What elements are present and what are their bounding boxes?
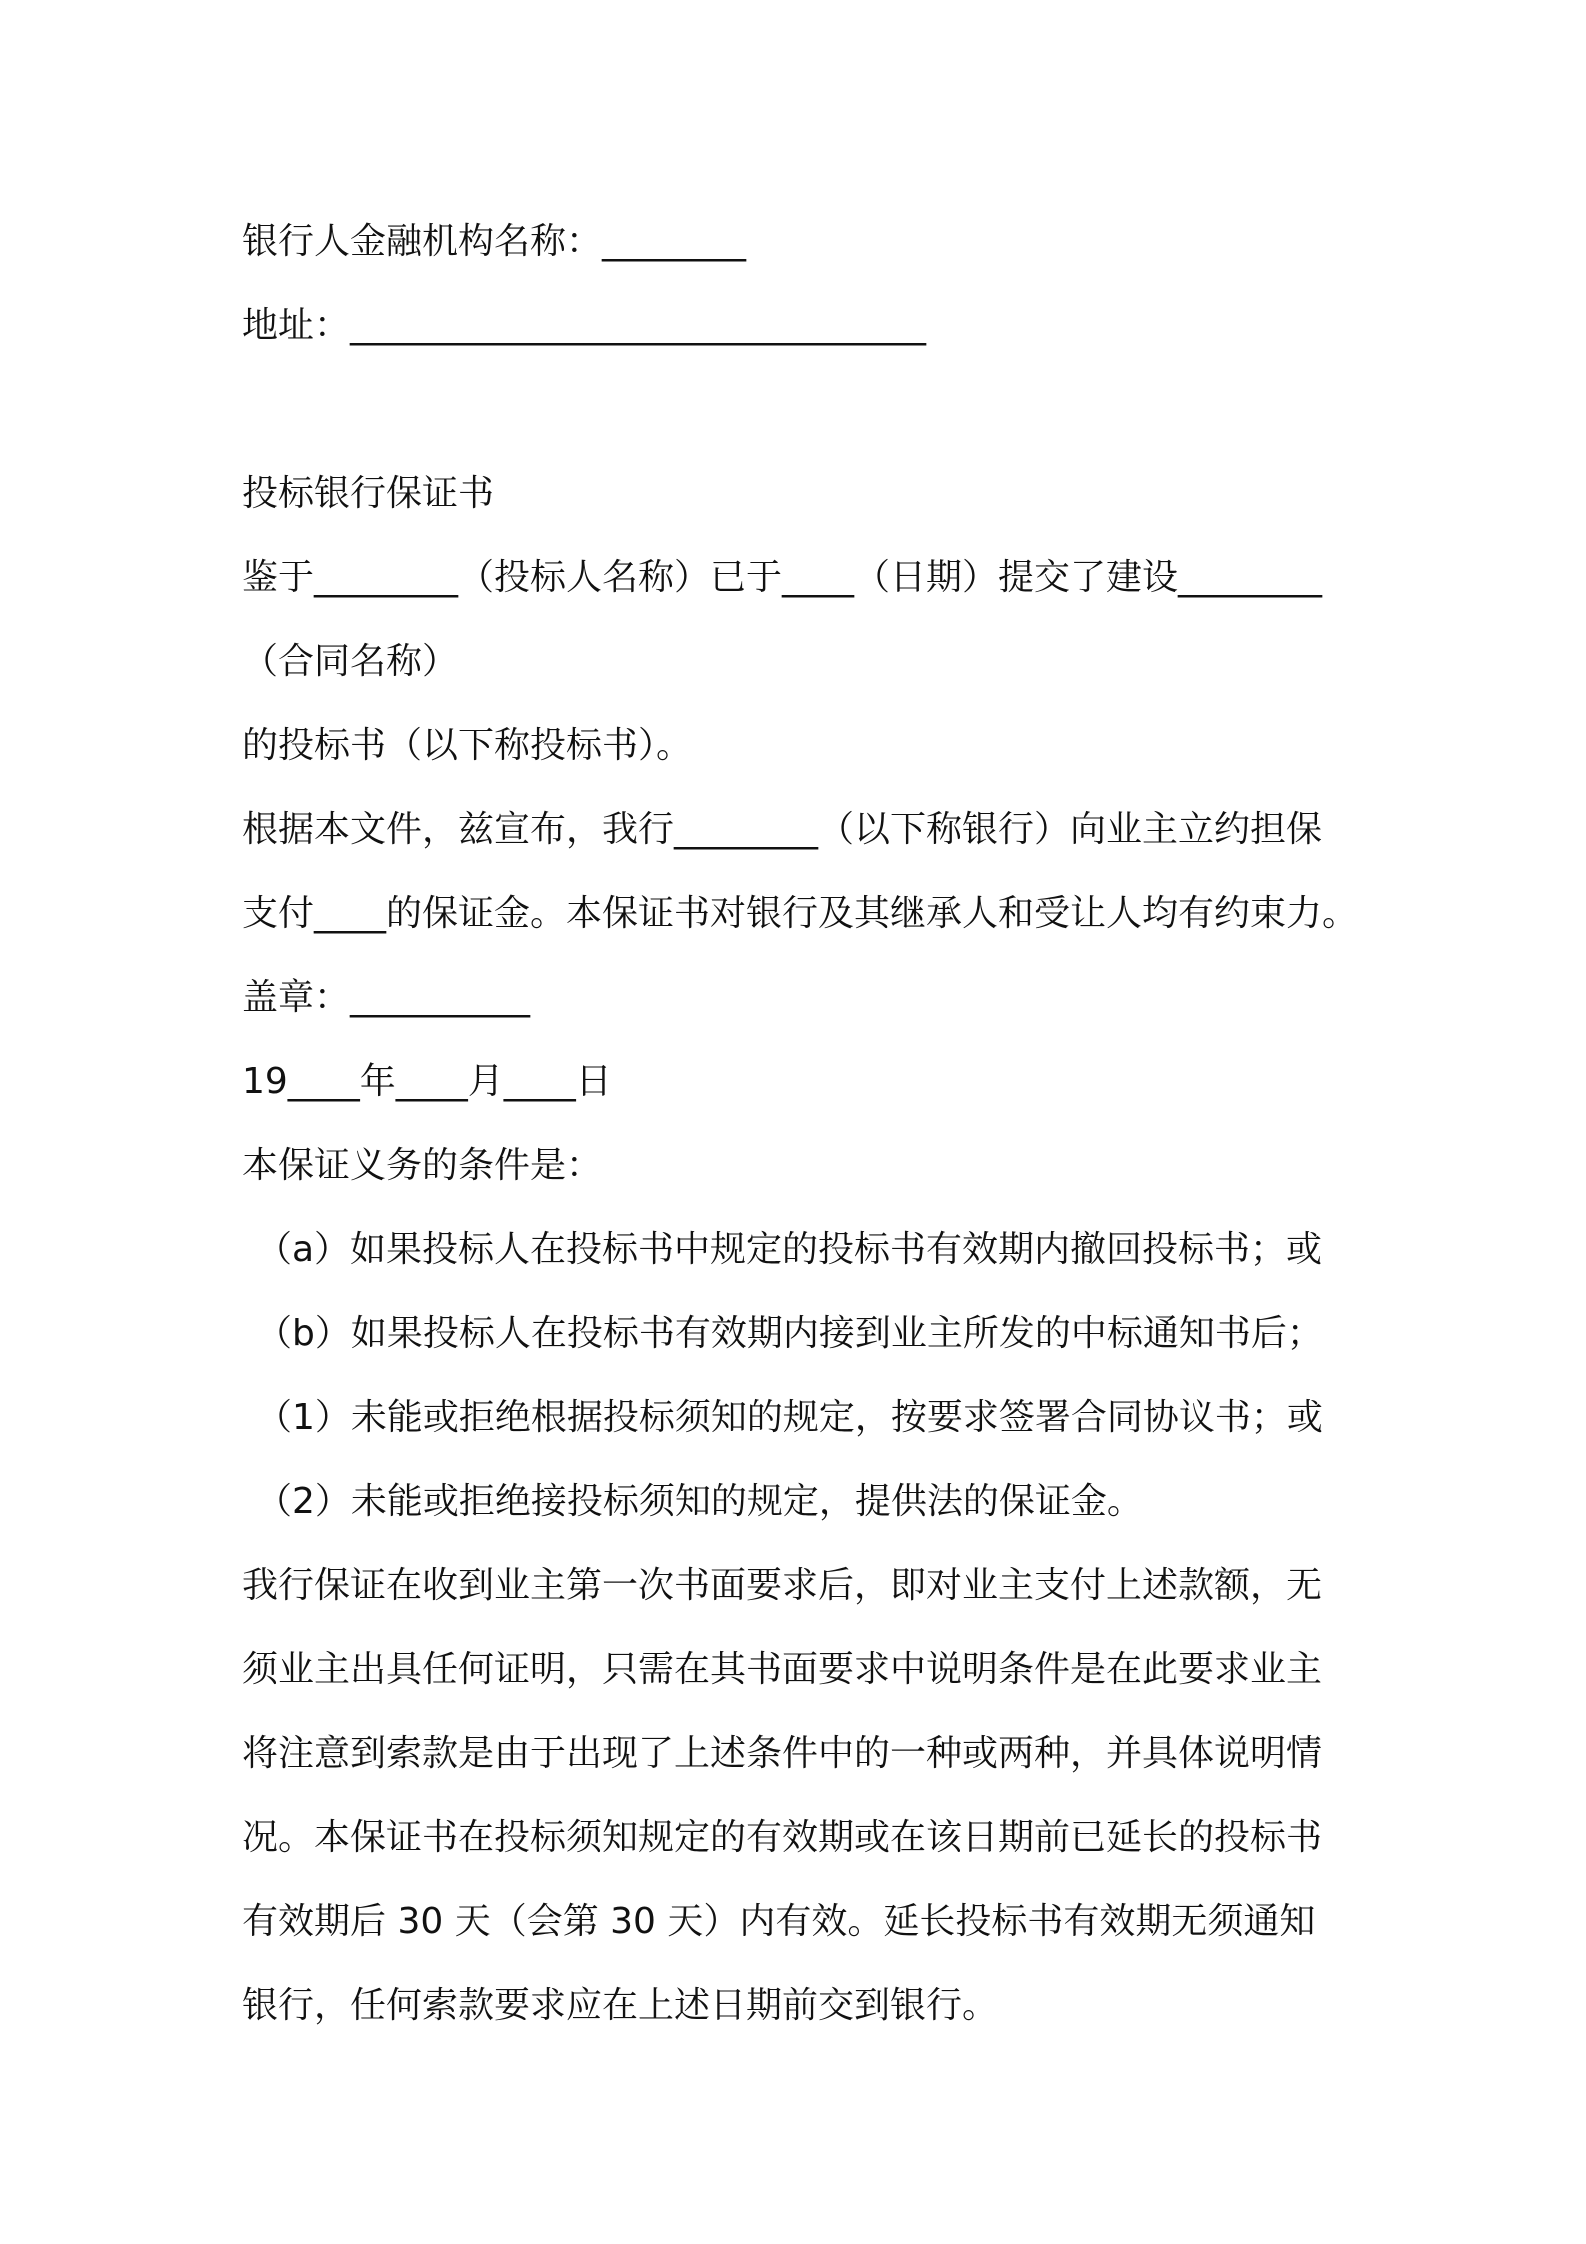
document-page: [242, 200, 1372, 2048]
paragraph-1-line-3: 的投标书（以下称投标书）。: [242, 725, 693, 766]
spacer: [242, 368, 1372, 452]
condition-2: （2）未能或拒绝接投标须知的规定，提供法的保证金。: [256, 1481, 1143, 1522]
condition-a: （a）如果投标人在投标书中规定的投标书有效期内撤回投标书；或: [256, 1229, 1323, 1270]
closing-line-6: 银行，任何索款要求应在上述日期前交到银行。: [242, 1985, 999, 2026]
closing-line-4: 况。本保证书在投标须知规定的有效期或在该日期前已延长的投标书: [242, 1817, 1323, 1858]
seal-line: 盖章：__________: [242, 977, 531, 1018]
bank-name-line: 银行人金融机构名称：________: [242, 221, 747, 262]
document-title: 投标银行保证书: [242, 473, 495, 514]
address-line: 地址：________________________________: [242, 305, 927, 346]
paragraph-2-line-2: 支付____的保证金。本保证书对银行及其继承人和受让人均有约束力。: [242, 893, 1359, 934]
date-line: 19____年____月____日: [242, 1061, 612, 1102]
closing-line-3: 将注意到索款是由于出现了上述条件中的一种或两种，并具体说明情: [242, 1733, 1323, 1774]
closing-line-5: 有效期后 30 天（会第 30 天）内有效。延长投标书有效期无须通知: [242, 1901, 1316, 1942]
paragraph-1-line-1: 鉴于________（投标人名称）已于____（日期）提交了建设________: [242, 557, 1323, 598]
paragraph-1-line-2: （合同名称）: [242, 641, 459, 682]
condition-b: （b）如果投标人在投标书有效期内接到业主所发的中标通知书后；: [256, 1313, 1323, 1354]
closing-line-1: 我行保证在收到业主第一次书面要求后，即对业主支付上述款额，无: [242, 1565, 1323, 1606]
paragraph-2-line-1: 根据本文件，兹宣布，我行________（以下称银行）向业主立约担保: [242, 809, 1323, 850]
conditions-heading: 本保证义务的条件是：: [242, 1145, 603, 1186]
closing-line-2: 须业主出具任何证明，只需在其书面要求中说明条件是在此要求业主: [242, 1649, 1323, 1690]
condition-1: （1）未能或拒绝根据投标须知的规定，按要求签署合同协议书；或: [256, 1397, 1323, 1438]
